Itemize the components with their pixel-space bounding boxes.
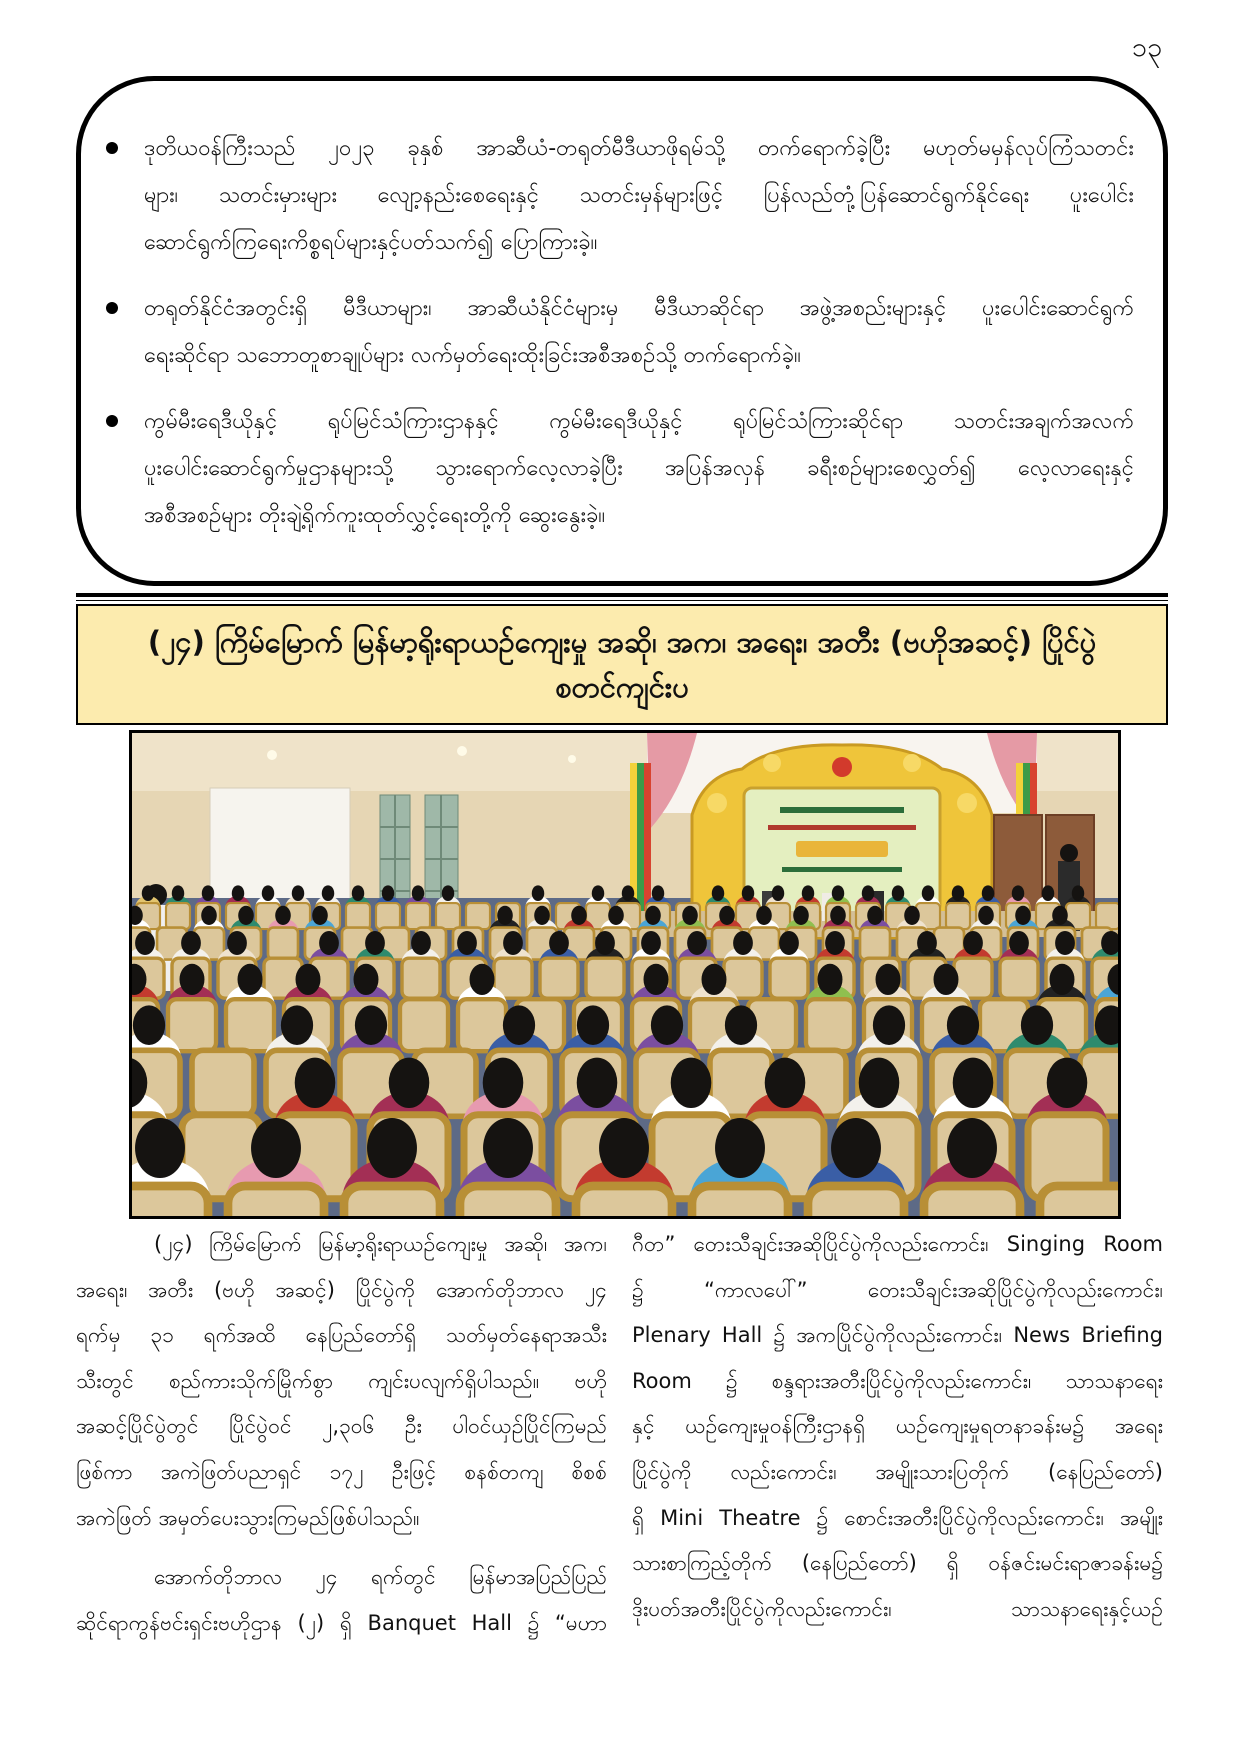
article-line: ရှိ Mini Theatre ၌ စောင်းအတီးပြိုင်ပွဲကိုလည်းကောင်း၊ အမျိုး [632,1505,1163,1530]
audience-member-head [802,885,814,901]
audience-member-head [952,885,964,901]
article-line: ဂီတ” တေးသီချင်းအဆိုပြိုင်ပွဲကိုလည်းကောင်း၊ Singing Room [632,1232,1163,1256]
backdrop-banner-line [768,825,916,830]
audience-member-head [818,964,843,995]
article-line: ဖြစ်ကာ အကဲဖြတ်ပညာရှင် ၁၇၂ ဦးဖြင့် စနစ်တကျ စိစစ် [76,1459,607,1484]
audience-member-head [133,1005,165,1045]
audience-chair [436,903,460,929]
audience-member-head [382,885,394,901]
audience-member-head [354,964,379,995]
highlight-item [144,398,1134,539]
article-photo [129,730,1121,1219]
audience-member-head [1052,906,1068,925]
audience-member-head [275,906,291,925]
ceiling-light [457,746,467,756]
audience-chair [946,903,970,929]
audience-chair [132,1186,208,1216]
audience-member-head [411,931,431,955]
audience-chair [192,1050,254,1116]
audience-member-head [756,906,772,925]
audience-member-head [142,885,154,901]
backdrop-ornament [707,793,727,813]
audience-member-head [571,906,587,925]
audience-member-head [483,1058,524,1108]
event-photo [132,733,1118,1216]
audience-member-head [238,964,263,995]
article-paragraph [76,1222,607,1541]
ceiling-light [568,755,576,763]
audience-member-head [251,1118,301,1178]
audience-member-head [442,885,454,901]
article-title-line: (၂၄) ကြိမ်မြောက် မြန်မာ့ရိုးရာယဉ်ကျေးမှု အဆို၊ အက၊ အရေး၊ အတီး (ဗဟိုအဆင့်) ပြိုင်ပွဲ [147,625,1097,659]
audience-member-head [712,885,724,901]
highlight-line: ဆောင်ရွက်ကြရေးကိစ္စရပ်များနှင့်ပတ်သက်၍ ပြောကြားခဲ့။ [144,230,598,255]
audience-chair [376,903,400,929]
audience-chair [344,1186,440,1216]
audience-member-head [497,906,513,925]
audience-member-head [534,906,550,925]
audience-member-head [1009,931,1029,955]
highlight-item [144,125,1134,266]
audience-member-head [862,885,874,901]
audience-member-head [917,931,937,955]
audience-member-head [296,964,321,995]
audience-member-head [687,931,707,955]
audience-chair [460,1186,556,1216]
highlight-line: ဒုတိယဝန်ကြီးသည် ၂၀၂၃ ခုနှစ် အာဆီယံ-တရုတ်မီဒီယာဖိုရမ်သို့ တက်ရောက်ခဲ့ပြီး မဟုတ်မမှန်လုပ်ကြံသတင်း [144,136,1134,161]
audience-member-head [172,885,184,901]
audience-member-head [503,1005,535,1045]
audience-member-head [682,906,698,925]
audience-member-head [733,931,753,955]
highlight-line: ပူးပေါင်းဆောင်ရွက်မှုဌာနများသို့ သွားရောက်လေ့လာခဲ့ပြီး အပြန်အလှန် ခရီးစဉ်များစေလွှတ်၍ လေ့လာရေးနှင့် [144,456,1134,481]
audience-chair [402,958,440,998]
audience-member-head [227,931,247,955]
section-divider [76,593,1168,601]
article-line: ဒိုးပတ်အတီးပြိုင်ပွဲကိုလည်းကောင်း၊ သာသနာရေးနှင့်ယဉ် [632,1596,1163,1621]
highlights-box [76,76,1168,586]
audience-member-head [181,931,201,955]
audience-member-head [483,1118,533,1178]
audience-member-head [532,885,544,901]
audience-member-head [779,931,799,955]
audience-member-head [831,1118,881,1178]
article-line: (၂၄) ကြိမ်မြောက် မြန်မာ့ရိုးရာယဉ်ကျေးမှု အဆို၊ အက၊ [154,1232,607,1256]
audience-member-head [1015,906,1031,925]
audience-chair [226,999,274,1051]
audience-member-head [742,885,754,901]
audience-member-head [319,931,339,955]
audience-member-head [904,906,920,925]
audience-member-head [641,931,661,955]
audience-member-head [715,1118,765,1178]
audience-chair [860,928,890,960]
audience-member-head [135,931,155,955]
audience-member-head [765,1058,806,1108]
audience-member-head [934,964,959,995]
audience-member-head [772,885,784,901]
audience-member-head [622,885,634,901]
audience-chair [1040,1186,1118,1216]
audience-member-head [577,1005,609,1045]
backdrop-emblem [832,757,852,777]
audience-chair [228,1186,324,1216]
audience-member-head [876,964,901,995]
audience-member-head [412,885,424,901]
audience-member-head [202,885,214,901]
article-line: အောက်တိုဘာလ ၂၄ ရက်တွင် မြန်မာအပြည်ပြည် [154,1565,607,1590]
audience-member-head [262,885,274,901]
audience-member-head [201,906,217,925]
backdrop-ornament [903,754,921,772]
audience-member-head [599,1118,649,1178]
audience-chair [808,1186,904,1216]
bullet-icon [106,415,118,427]
audience-member-head [1047,1058,1088,1108]
audience-member-head [671,1058,712,1108]
audience-member-head [644,964,669,995]
audience-chair [586,958,624,998]
backdrop-banner-line [782,867,902,872]
highlight-line: အစီအစဉ်များ တိုးချဲ့ရိုက်ကူးထုတ်လွှင့်ရေးတို့ကို ဆွေးနွေးခဲ့။ [144,503,606,528]
backdrop-ornament [763,754,781,772]
audience-member-head [873,1005,905,1045]
audience-member-head [1055,931,1075,955]
audience-member-head [238,906,254,925]
audience-member-head [947,1118,997,1178]
audience-member-head [595,931,615,955]
article-line: Plenary Hall ၌ အကပြိုင်ပွဲကိုလည်းကောင်း၊ News Briefing [632,1323,1163,1348]
audience-member-head [352,885,364,901]
page-number: ၁၃ [1131,32,1162,63]
audience-member-head [652,885,664,901]
audience-member-head [292,885,304,901]
audience-chair [406,903,430,929]
audience-member-head [367,1118,417,1178]
audience-chair [806,999,854,1051]
audience-member-head [645,906,661,925]
audience-member-head [793,906,809,925]
audience-member-head [312,906,328,925]
audience-member-head [953,1058,994,1108]
audience-member-head [719,906,735,925]
audience-member-head [232,885,244,901]
highlight-item [144,285,1134,379]
highlight-line: တရုတ်နိုင်ငံအတွင်းရှိ မီဒီယာများ၊ အာဆီယံနိုင်ငံများမှ မီဒီယာဆိုင်ရာ အဖွဲ့အစည်းများနှင့် ပူးပေါင်းဆောင်ရွက် [144,296,1134,321]
audience-member-head [867,906,883,925]
article-line: အဆင့်ပြိုင်ပွဲတွင် ပြိုင်ပွဲဝင် ၂,၃၀၆ ဦး ပါဝင်ယှဉ်ပြိုင်ကြမည် [76,1414,607,1439]
audience-member-head [892,885,904,901]
audience-member-head [549,931,569,955]
backdrop-banner-line [780,807,904,813]
highlight-line: များ၊ သတင်းမှားများ လျော့နည်းစေရေးနှင့် သတင်းမှန်များဖြင့် ပြန်လည်တုံ့ပြန်ဆောင်ရွက်နိုင်ရေး ပူးပေါင်း [144,183,1134,208]
audience-member-head [725,1005,757,1045]
audience-member-head [978,906,994,925]
article-title-line: စတင်ကျင်းပ [555,670,689,704]
article-line: အကဲဖြတ် အမှတ်ပေးသွားကြမည်ဖြစ်ပါသည်။ [76,1505,420,1530]
audience-member-head [457,931,477,955]
audience-member-head [322,885,334,901]
audience-member-head [702,964,727,995]
audience-member-head [1021,1005,1053,1045]
audience-chair [268,928,298,960]
audience-member-head [592,885,604,901]
article-title [76,604,1168,725]
article-paragraph [76,1555,607,1646]
article-line: နှင့် ယဉ်ကျေးမှုဝန်ကြီးဌာနရှိ ယဉ်ကျေးမှုရတနာခန်းမ၌ အရေး [632,1414,1163,1439]
audience-member-head [830,906,846,925]
audience-member-head [608,906,624,925]
article-line: ရက်မှ ၃၁ ရက်အထိ နေပြည်တော်ရှိ သတ်မှတ်နေရာအသီး [76,1323,607,1348]
audience-member-head [180,964,205,995]
audience-chair [1000,958,1038,998]
article-paragraph [632,1222,1163,1632]
audience-member-head [1042,885,1054,901]
audience-member-head [295,1058,336,1108]
article-line: သီးတွင် စည်ကားသိုက်မြိုက်စွာ ကျင်းပလျက်ရှိပါသည်။ ဗဟို [76,1368,607,1393]
article-line: သားစာကြည့်တိုက် (နေပြည်တော်) ရှိ ဝန်ဇင်းမင်းရာဇာခန်းမ၌ [632,1551,1163,1576]
audience-member-head [1072,885,1084,901]
audience-member-head [1050,964,1075,995]
audience-chair [166,903,190,929]
standing-person-head [1060,844,1078,862]
audience-chair [168,999,216,1051]
audience-chair [924,1186,1020,1216]
audience-member-head [135,1118,185,1178]
audience-chair [770,958,808,998]
audience-chair [1096,903,1118,929]
article-line: ဆိုင်ရာကွန်ဗင်းရှင်းဗဟိုဌာန (၂) ရှိ Banquet Hall ၌ “မဟာ [76,1610,607,1635]
audience-member-head [1012,885,1024,901]
audience-chair [576,1186,672,1216]
ceiling-light [267,750,277,760]
bullet-icon [106,302,118,314]
audience-member-head [281,1005,313,1045]
audience-member-head [389,1058,430,1108]
article-line: Room ၌ စန္ဒရားအတီးပြိုင်ပွဲကိုလည်းကောင်း၊ သာသနာရေး [632,1368,1163,1393]
highlight-line: ကွမ်မီးရေဒီယိုနှင့် ရုပ်မြင်သံကြားဌာနနှင့် ကွမ်မီးရေဒီယိုနှင့် ရုပ်မြင်သံကြားဆိုင်ရာ သတင်းအချက်အလက် [144,409,1134,434]
audience-member-head [651,1005,683,1045]
bullet-icon [106,142,118,154]
backdrop-ornament [957,793,977,813]
audience-member-head [365,931,385,955]
audience-chair [346,903,370,929]
highlight-line: ရေးဆိုင်ရာ သဘောတူစာချုပ်များ လက်မှတ်ရေးထိုးခြင်းအစီအစဉ်သို့ တက်ရောက်ခဲ့။ [144,343,801,368]
audience-member-head [832,885,844,901]
audience-chair [400,999,448,1051]
audience-member-head [577,1058,618,1108]
article-line: အရေး၊ အတီး (ဗဟို အဆင့်) ပြိုင်ပွဲကို အောက်တိုဘာလ ၂၄ [76,1277,607,1302]
audience-chair [540,958,578,998]
audience-chair [466,903,490,929]
audience-member-head [470,964,495,995]
article-column-left [76,1222,607,1646]
audience-member-head [963,931,983,955]
article-line: ပြိုင်ပွဲကို လည်းကောင်း၊ အမျိုးသားပြတိုက် (နေပြည်တော်) [632,1459,1163,1484]
audience-member-head [982,885,994,901]
audience-chair [692,1186,788,1216]
audience-member-head [355,1005,387,1045]
audience-member-head [922,885,934,901]
article-line: ၌ “ကာလပေါ်” တေးသီချင်းအဆိုပြိုင်ပွဲကိုလည်းကောင်း၊ [632,1277,1163,1302]
article-column-right [632,1222,1163,1632]
audience-member-head [947,1005,979,1045]
audience-member-head [859,1058,900,1108]
audience-member-head [825,931,845,955]
audience-member-head [503,931,523,955]
backdrop-banner-line [796,841,888,857]
